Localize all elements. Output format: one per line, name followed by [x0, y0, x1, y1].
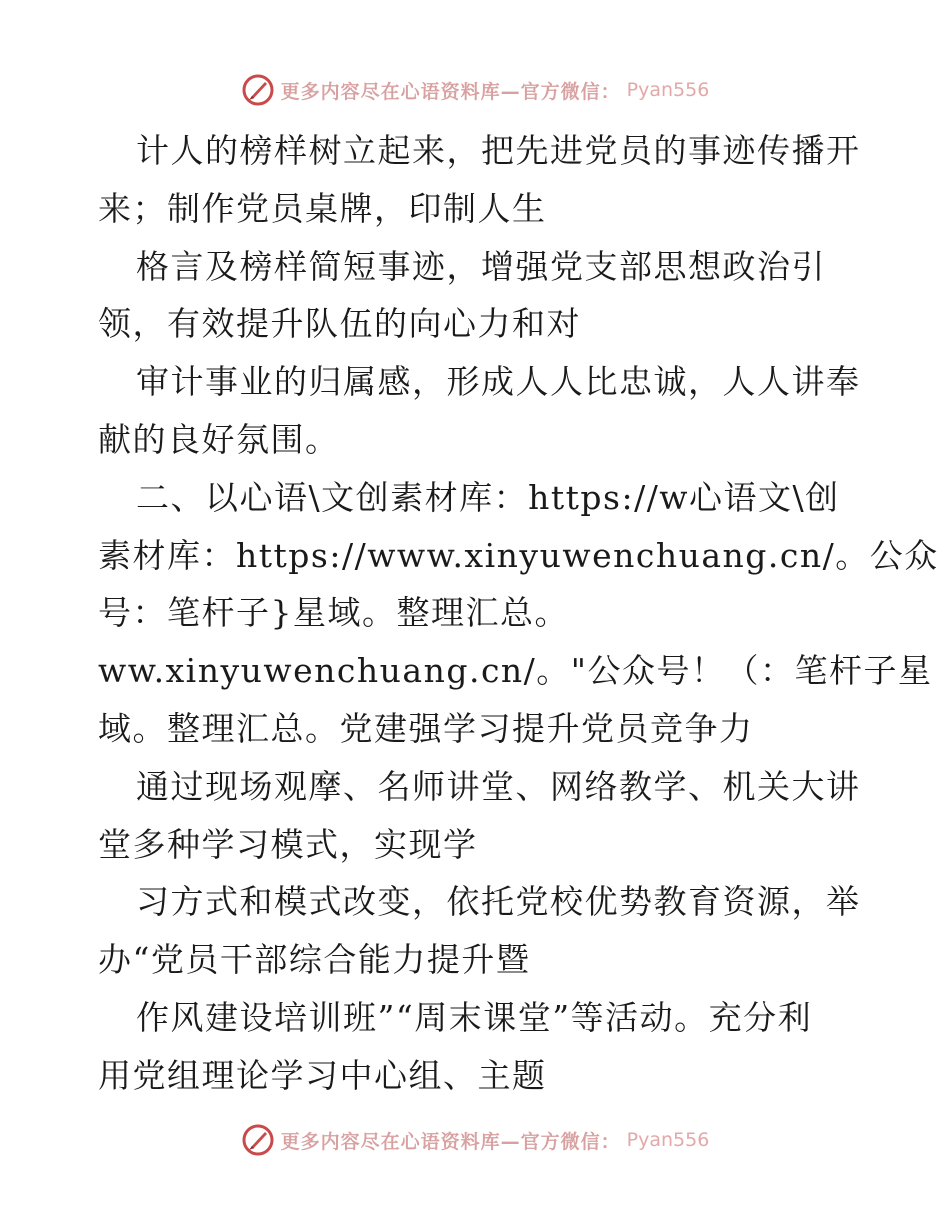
text-line: 习方式和模式改变，依托党校优势教育资源，举	[136, 882, 861, 922]
text-line: 献的良好氛围。	[98, 419, 340, 459]
text-line: 领，有效提升队伍的向心力和对	[98, 304, 581, 344]
text-line: 计人的榜样树立起来，把先进党员的事迹传播开	[136, 131, 861, 170]
text-line: 作风建设培训班”“周末课堂”等活动。充分利	[136, 997, 813, 1037]
watermark-text: 更多内容尽在心语资料库—官方微信：	[280, 1130, 621, 1153]
text-line: 号：笔杆子}星域。整理汇总。	[98, 593, 569, 633]
text-line: 格言及榜样简短事迹，增强党支部思想政治引	[136, 246, 826, 286]
quill-logo-icon	[241, 73, 275, 107]
header-watermark	[0, 70, 950, 110]
text-line: 堂多种学习模式，实现学	[98, 824, 478, 864]
body-text	[98, 122, 939, 1105]
watermark-text: 更多内容尽在心语资料库—官方微信：	[280, 80, 621, 103]
text-line: 素材库：https://www.xinyuwenchuang.cn/。公众	[98, 535, 939, 575]
text-line: 来；制作党员桌牌，印制人生	[98, 188, 547, 228]
text-line: 二、以心语\文创素材库：https://w心语文\创	[136, 477, 840, 517]
watermark-wechat-id: Pyan556	[626, 1129, 710, 1151]
footer-watermark	[0, 1120, 950, 1160]
text-line: 审计事业的归属感，形成人人比忠诚，人人讲奉	[136, 362, 861, 402]
text-line: 域。整理汇总。党建强学习提升党员竞争力	[98, 708, 754, 748]
text-line: ww.xinyuwenchuang.cn/。"公众号！（：笔杆子星	[98, 651, 933, 691]
quill-logo-icon	[241, 1123, 275, 1157]
text-line: 通过现场观摩、名师讲堂、网络教学、机关大讲	[136, 766, 861, 806]
text-line: 办“党员干部综合能力提升暨	[98, 940, 531, 980]
watermark-wechat-id: Pyan556	[626, 79, 710, 101]
text-line: 用党组理论学习中心组、主题	[98, 1055, 547, 1095]
